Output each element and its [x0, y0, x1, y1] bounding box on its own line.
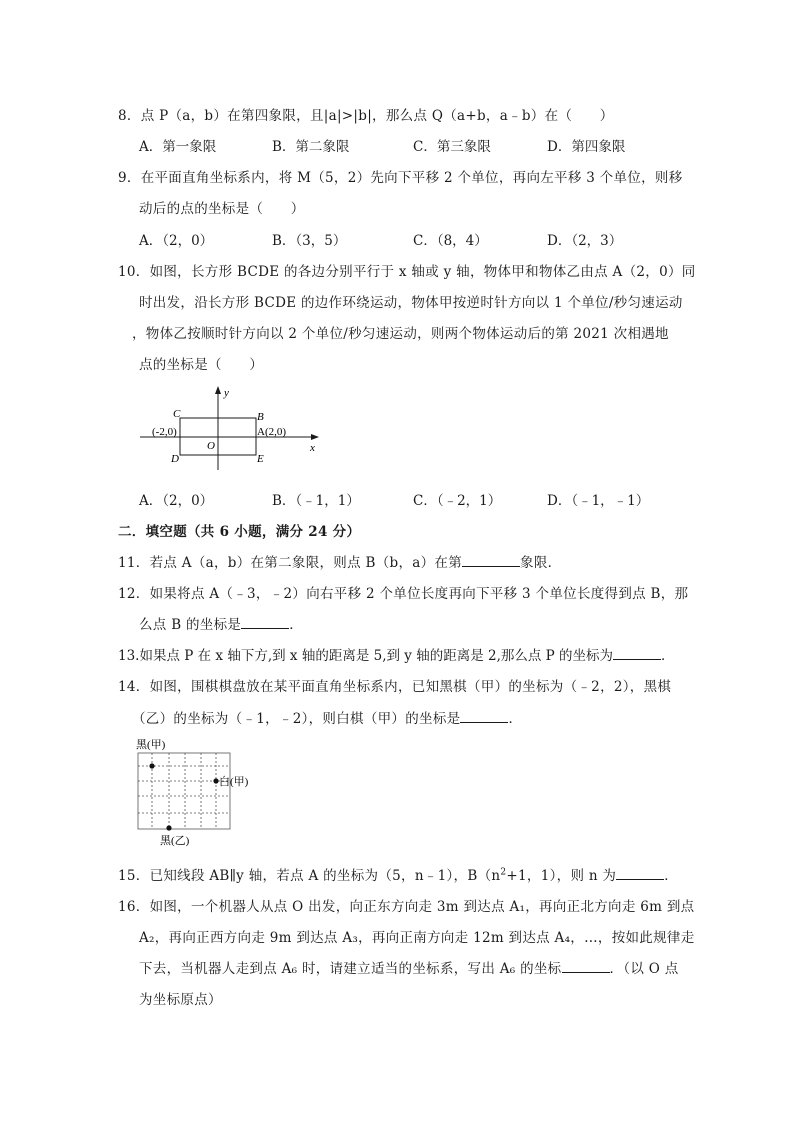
q15-post: +1，1），则 n 为	[506, 868, 617, 884]
q9-option-a: A．（2，0）	[139, 233, 214, 249]
label-left-point: (-2,0)	[152, 426, 177, 438]
q12-after: ．	[289, 617, 304, 633]
q14-go-board-figure	[132, 736, 262, 848]
q15-after: ．	[664, 868, 679, 884]
q16-text: 下去，当机器人走到点 A₆ 时，请建立适当的坐标系，写出 A₆ 的坐标	[139, 961, 562, 977]
q12-text: 么点 B 的坐标是	[139, 617, 242, 633]
white-jia-label: 白(甲)	[219, 776, 249, 788]
label-e: E	[257, 453, 264, 465]
q13-after: ．	[661, 648, 675, 664]
q8-option-d: D．第四象限	[547, 139, 626, 155]
y-axis-label: y	[224, 387, 229, 399]
label-d: D	[171, 453, 179, 465]
q15-pre: 15．已知线段 AB∥y 轴，若点 A 的坐标为（5，n﹣1），B（n	[118, 868, 501, 884]
q10-rectangle-figure	[135, 382, 335, 472]
q10-option-a: A．（2，0）	[139, 493, 214, 509]
q15-sup: 2	[500, 867, 507, 878]
section-fill-blank-title: 二．填空题（共 6 小题，满分 24 分）	[118, 524, 361, 540]
q8-stem: 8．点 P（a，b）在第四象限，且|a|>|b|，那么点 Q（a+b，a﹣b）在（ ）	[118, 108, 614, 124]
q8-option-c: C．第三象限	[413, 139, 491, 155]
q9-option-c: C．（8，4）	[413, 233, 488, 249]
black-jia-label: 黑(甲)	[136, 739, 166, 751]
label-o: O	[207, 440, 215, 452]
q9-option-b: B．（3，5）	[272, 233, 347, 249]
q8-option-a: A．第一象限	[139, 139, 217, 155]
q16-line1: 16．如图，一个机器人从点 O 出发，向正东方向走 3m 到达点 A₁，再向正北方向走 6m 到点	[118, 899, 695, 915]
q16-line3	[139, 957, 679, 977]
black-yi-stone-icon	[166, 825, 171, 830]
q14-answer-blank[interactable]	[460, 708, 508, 723]
q14-after: ．	[508, 711, 523, 727]
x-axis-label: x	[310, 442, 315, 454]
q11-answer-blank[interactable]	[462, 552, 520, 567]
q13	[118, 644, 675, 664]
q10-line4: 点的坐标是（ ）	[139, 357, 264, 373]
label-c: C	[173, 408, 181, 420]
label-b: B	[257, 411, 264, 423]
q16-answer-blank[interactable]	[562, 958, 610, 973]
q13-text: 13.如果点 P 在 x 轴下方,到 x 轴的距离是 5,到 y 轴的距离是 2,那么点 P 的坐标为	[118, 648, 614, 664]
q14-line1: 14．如图，围棋棋盘放在某平面直角坐标系内，已知黑棋（甲）的坐标为（﹣2，2），黑棋	[118, 679, 672, 695]
q13-answer-blank[interactable]	[613, 645, 661, 660]
q11-after: 象限．	[520, 555, 562, 571]
label-point-a: A(2,0)	[257, 426, 287, 438]
q15	[118, 864, 678, 884]
q14-text: （乙）的坐标为（﹣1，﹣2），则白棋（甲）的坐标是	[132, 711, 461, 727]
q10-line1: 10．如图，长方形 BCDE 的各边分别平行于 x 轴或 y 轴，物体甲和物体乙由点 A（2，0）同	[118, 264, 696, 280]
q12-line1: 12．如果将点 A（﹣3，﹣2）向右平移 2 个单位长度再向下平移 3 个单位长度得到点 B，那	[118, 586, 689, 602]
q16-line4: 为坐标原点）	[139, 992, 222, 1008]
q9-line2: 动后的点的坐标是（ ）	[139, 201, 305, 217]
q16-line2: A₂，再向正西方向走 9m 到达点 A₃，再向正南方向走 12m 到达点 A₄，…，按如此规律走	[139, 930, 695, 946]
white-jia-stone-icon	[213, 778, 218, 783]
q15-answer-blank[interactable]	[616, 865, 664, 880]
q12-line2	[139, 613, 303, 633]
q12-answer-blank[interactable]	[241, 614, 289, 629]
q10-line2: 时出发，沿长方形 BCDE 的边作环绕运动，物体甲按逆时针方向以 1 个单位/秒匀速运动	[139, 295, 683, 311]
y-axis-arrow-icon	[215, 386, 221, 394]
q14-line2	[132, 707, 522, 727]
black-jia-stone-icon	[149, 763, 154, 768]
q8-option-b: B．第二象限	[272, 139, 350, 155]
q9-option-d: D．（2，3）	[547, 233, 623, 249]
q10-option-c: C．（﹣2，1）	[413, 493, 502, 509]
q10-option-b: B．（﹣1，1）	[272, 493, 360, 509]
q9-line1: 9．在平面直角坐标系内，将 M（5，2）先向下平移 2 个单位，再向左平移 3 个单位，则移	[118, 170, 683, 186]
black-yi-label: 黑(乙)	[160, 835, 190, 847]
q10-option-d: D．（﹣1，﹣1）	[547, 493, 650, 509]
x-axis-arrow-icon	[311, 434, 319, 440]
q16-after: ．（以 O 点	[609, 961, 679, 977]
q11-text: 11．若点 A（a，b）在第二象限，则点 B（b，a）在第	[118, 555, 463, 571]
q11	[118, 551, 561, 571]
q10-line3: ，物体乙按顺时针方向以 2 个单位/秒匀速运动，则两个物体运动后的第 2021 次相遇地	[132, 326, 669, 342]
